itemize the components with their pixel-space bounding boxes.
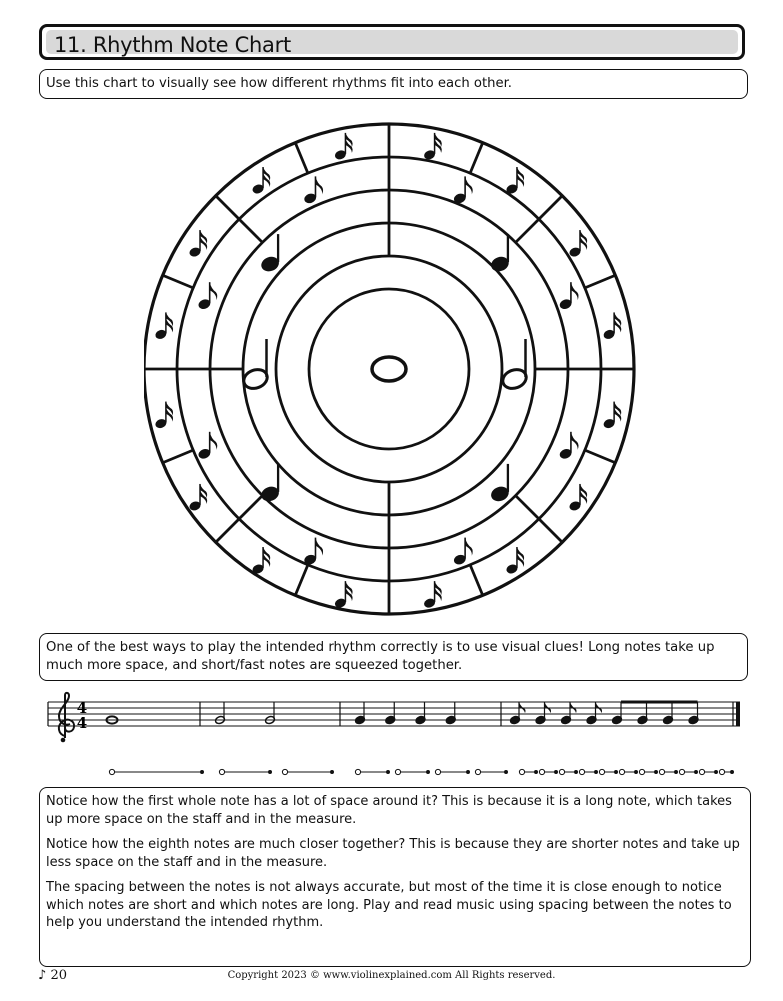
eighth-note-icon xyxy=(453,538,473,566)
eighth-note-icon xyxy=(197,282,217,310)
wheel-ring-circle xyxy=(309,289,469,449)
page-title: 11. Rhythm Note Chart xyxy=(54,33,291,57)
notice-paragraph-3: The spacing between the notes is not always accurate, but most of the time it is close enough to notice which notes are short and which notes are long. Play and read music using spacing between the notes to help you understand the intended rhythm. xyxy=(46,880,732,930)
spacing-start-marker xyxy=(559,769,564,774)
spacing-start-marker xyxy=(109,769,114,774)
sixteenth-note-icon xyxy=(602,402,621,430)
sixteenth-note-icon xyxy=(505,167,524,195)
sixteenth-note-icon xyxy=(334,133,353,161)
eighth-note-icon: ♪ xyxy=(38,968,47,983)
spacing-start-marker xyxy=(579,769,584,774)
notice-paragraph-2: Notice how the eighth notes are much closer together? This is because they are shorter notes and take up less space on the staff and in the measure. xyxy=(46,837,740,870)
spacing-end-marker xyxy=(534,770,538,774)
eighth-note-icon xyxy=(303,176,323,204)
wheel-divider xyxy=(516,219,539,242)
spacing-start-marker xyxy=(475,769,480,774)
sixteenth-note-icon xyxy=(423,133,442,161)
wheel-divider xyxy=(470,143,483,173)
spacing-start-marker xyxy=(519,769,524,774)
spacing-start-marker xyxy=(639,769,644,774)
spacing-end-marker xyxy=(554,770,558,774)
rhythm-note-wheel xyxy=(144,112,644,622)
spacing-end-marker xyxy=(466,770,470,774)
eighth-note-icon xyxy=(586,702,602,725)
eighth-note-icon xyxy=(612,702,623,725)
spacing-start-marker xyxy=(599,769,604,774)
wheel-divider xyxy=(295,143,308,173)
spacing-end-marker xyxy=(504,770,508,774)
sixteenth-note-icon xyxy=(568,484,587,512)
staff-notes xyxy=(107,702,699,725)
quarter-note-icon xyxy=(259,234,281,274)
spacing-end-marker xyxy=(330,770,334,774)
visual-clues-text: One of the best ways to play the intended rhythm correctly is to use visual clues! Long notes take up much more space, and short/fast notes are squeezed together. xyxy=(46,640,715,673)
eighth-note-icon xyxy=(303,538,323,566)
wheel-ring-circle xyxy=(243,223,535,515)
spacing-start-marker xyxy=(435,769,440,774)
spacing-end-marker xyxy=(714,770,718,774)
sixteenth-note-icon xyxy=(188,484,207,512)
quarter-note-icon xyxy=(415,702,426,725)
spacing-end-marker xyxy=(268,770,272,774)
wheel-divider xyxy=(585,275,615,288)
eighth-note-icon xyxy=(558,282,578,310)
sixteenth-note-icon xyxy=(602,312,621,340)
spacing-end-marker xyxy=(594,770,598,774)
spacing-start-marker xyxy=(282,769,287,774)
wheel-structure xyxy=(144,124,634,614)
eighth-note-icon xyxy=(688,702,699,725)
wheel-divider xyxy=(216,519,239,542)
spacing-end-marker xyxy=(574,770,578,774)
eighth-note-icon xyxy=(561,702,577,725)
spacing-start-marker xyxy=(395,769,400,774)
eighth-note-icon xyxy=(510,702,526,725)
wheel-divider xyxy=(470,565,483,595)
time-signature-top: 4 xyxy=(76,699,88,717)
spacing-end-marker xyxy=(694,770,698,774)
half-note-icon xyxy=(265,702,276,725)
spacing-start-marker xyxy=(219,769,224,774)
spacing-start-marker xyxy=(699,769,704,774)
music-staff-example xyxy=(40,690,745,745)
spacing-end-marker xyxy=(634,770,638,774)
wheel-divider xyxy=(539,196,562,219)
quarter-note-icon xyxy=(385,702,396,725)
section-title-background xyxy=(46,30,738,57)
spacing-end-marker xyxy=(654,770,658,774)
spacing-end-marker xyxy=(730,770,734,774)
sixteenth-note-icon xyxy=(251,547,270,575)
wheel-divider xyxy=(585,450,615,463)
wheel-divider xyxy=(295,565,308,595)
eighth-note-icon xyxy=(453,176,473,204)
spacing-end-marker xyxy=(386,770,390,774)
sixteenth-note-icon xyxy=(251,167,270,195)
spacing-end-marker xyxy=(614,770,618,774)
spacing-start-marker xyxy=(355,769,360,774)
wheel-divider xyxy=(216,196,239,219)
half-note-icon xyxy=(215,702,226,725)
wheel-divider xyxy=(239,219,262,242)
quarter-note-icon xyxy=(445,702,456,725)
spacing-start-marker xyxy=(679,769,684,774)
quarter-note-icon xyxy=(489,234,511,274)
section-title-box xyxy=(39,24,745,60)
treble-clef-icon xyxy=(59,693,74,742)
intro-box xyxy=(39,69,748,99)
spacing-start-marker xyxy=(719,769,724,774)
sixteenth-note-icon xyxy=(188,230,207,258)
spacing-start-marker xyxy=(619,769,624,774)
sixteenth-note-icon xyxy=(154,312,173,340)
wheel-divider xyxy=(163,450,193,463)
wheel-divider xyxy=(539,519,562,542)
eighth-note-icon xyxy=(637,702,648,725)
wheel-divider xyxy=(163,275,193,288)
sixteenth-note-icon xyxy=(568,230,587,258)
sixteenth-note-icon xyxy=(423,581,442,609)
spacing-end-marker xyxy=(200,770,204,774)
quarter-note-icon xyxy=(259,464,281,504)
spacing-start-marker xyxy=(539,769,544,774)
visual-clues-box xyxy=(39,633,748,681)
quarter-note-icon xyxy=(355,702,366,725)
sixteenth-note-icon xyxy=(505,547,524,575)
whole-note-icon xyxy=(372,357,406,381)
eighth-note-icon xyxy=(558,432,578,460)
half-note-icon xyxy=(500,339,529,392)
wheel-divider xyxy=(516,496,539,519)
time-signature-bottom: 4 xyxy=(76,714,88,732)
note-spacing-diagram xyxy=(100,760,750,784)
sixteenth-note-icon xyxy=(334,581,353,609)
notice-box xyxy=(39,787,751,967)
spacing-start-marker xyxy=(659,769,664,774)
copyright-notice: Copyright 2023 © www.violinexplained.com All Rights reserved. xyxy=(227,970,556,981)
spacing-end-marker xyxy=(674,770,678,774)
spacing-end-marker xyxy=(426,770,430,774)
notice-paragraph-1: Notice how the first whole note has a lot of space around it? This is because it is a long note, which takes up more space on the staff and in the measure. xyxy=(46,794,732,827)
eighth-note-icon xyxy=(197,432,217,460)
intro-text: Use this chart to visually see how different rhythms fit into each other. xyxy=(46,76,513,91)
quarter-note-icon xyxy=(489,464,511,504)
eighth-note-icon xyxy=(663,702,674,725)
page-number: 20 xyxy=(50,968,67,983)
eighth-note-icon xyxy=(535,702,551,725)
wheel-divider xyxy=(239,496,262,519)
sixteenth-note-icon xyxy=(154,402,173,430)
